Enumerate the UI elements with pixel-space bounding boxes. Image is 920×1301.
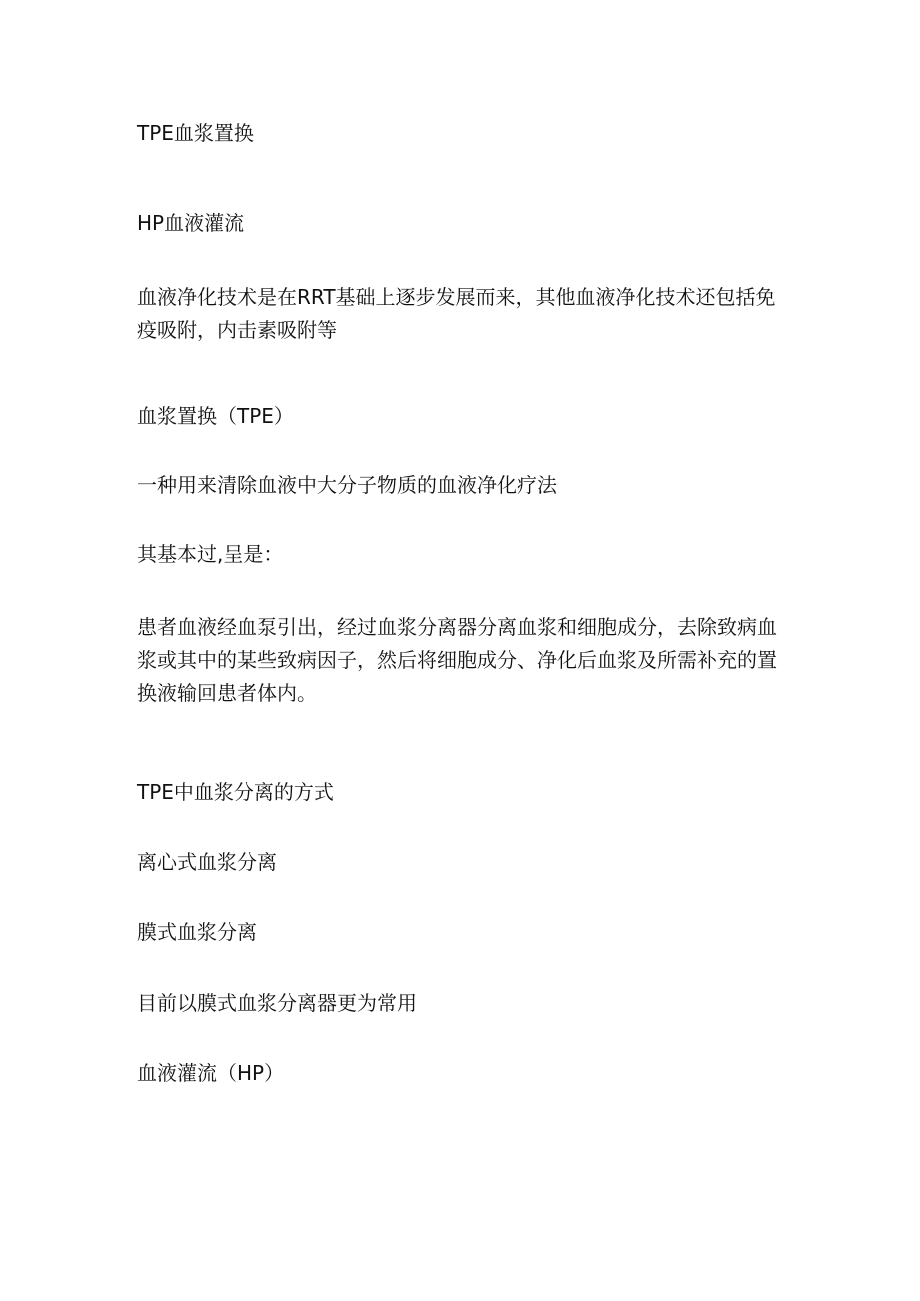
- heading-plasma-exchange: [137, 400, 787, 433]
- list-item-membrane: [137, 916, 787, 949]
- text-line: TPE血浆置换: [137, 121, 254, 145]
- paragraph-definition: [137, 469, 787, 502]
- text-line: 血液灌流（HP）: [137, 1061, 285, 1085]
- text-line: 目前以膜式血浆分离器更为常用: [137, 991, 417, 1015]
- text-line: 其基本过,呈是：: [137, 542, 284, 566]
- text-line: 膜式血浆分离: [137, 920, 257, 944]
- text-line: TPE中血浆分离的方式: [137, 780, 334, 804]
- text-line: 疫吸附，内击素吸附等: [137, 318, 337, 342]
- text-line: HP血液灌流: [137, 211, 245, 235]
- paragraph-common-method: [137, 987, 787, 1020]
- text-line: 血液净化技术是在RRT基础上逐步发展而来，其他血液净化技术还包括免: [137, 285, 776, 309]
- heading-hemoperfusion: [137, 1057, 787, 1090]
- text-line: 换液输回患者体内。: [137, 681, 317, 705]
- paragraph-process-description: [137, 611, 787, 710]
- heading-hp: [137, 207, 787, 240]
- paragraph-basic-process-label: [137, 538, 787, 571]
- heading-tpe: [137, 117, 787, 150]
- paragraph-blood-purification: [137, 281, 787, 347]
- heading-separation-methods: [137, 776, 787, 809]
- text-line: 离心式血浆分离: [137, 850, 277, 874]
- text-line: 一种用来清除血液中大分子物质的血液净化疗法: [137, 473, 557, 497]
- text-line: 浆或其中的某些致病因子，然后将细胞成分、净化后血浆及所需补充的置: [137, 648, 777, 672]
- list-item-centrifugal: [137, 846, 787, 879]
- text-line: 血浆置换（TPE）: [137, 404, 294, 428]
- text-line: 患者血液经血泵引出，经过血浆分离器分离血浆和细胞成分，去除致病血: [137, 615, 777, 639]
